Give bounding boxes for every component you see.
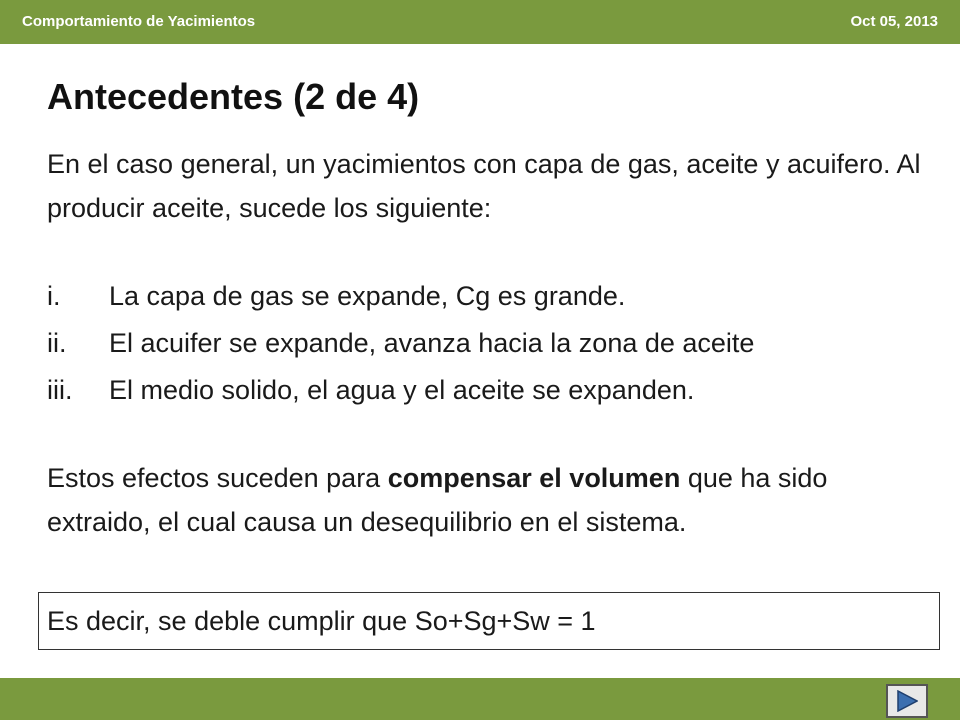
list-item-number: ii. [47,328,67,358]
list-item-text: El acuifer se expande, avanza hacia la zona de aceite [109,328,755,358]
list-item-text: La capa de gas se expande, Cg es grande. [109,281,626,311]
list-item-number: i. [47,281,61,311]
intro-paragraph: En el caso general, un yacimientos con capa de gas, aceite y acuifero. Al producir aceite, sucede los siguiente: [47,149,921,223]
next-slide-button[interactable] [886,684,928,718]
effects-text-after: que ha sido extraido, el cual causa un desequilibrio en el sistema. [47,463,828,537]
slide-date: Oct 05, 2013 [850,13,938,30]
effects-paragraph [47,456,937,544]
conclusion-text: Es decir, se deble cumplir que So+Sg+Sw = 1 [47,606,596,636]
list-item-text: El medio solido, el agua y el aceite se expanden. [109,375,695,405]
course-title: Comportamiento de Yacimientos [22,13,256,30]
footer-bar [0,678,960,720]
conclusion-box [38,592,940,650]
play-forward-icon [896,690,918,712]
header-bar [0,0,960,44]
slide-title: Antecedentes (2 de 4) [47,76,420,117]
effects-emphasis: compensar el volumen [387,463,681,493]
list-item-number: iii. [47,375,73,405]
effects-text-before: Estos efectos suceden para [47,463,388,493]
